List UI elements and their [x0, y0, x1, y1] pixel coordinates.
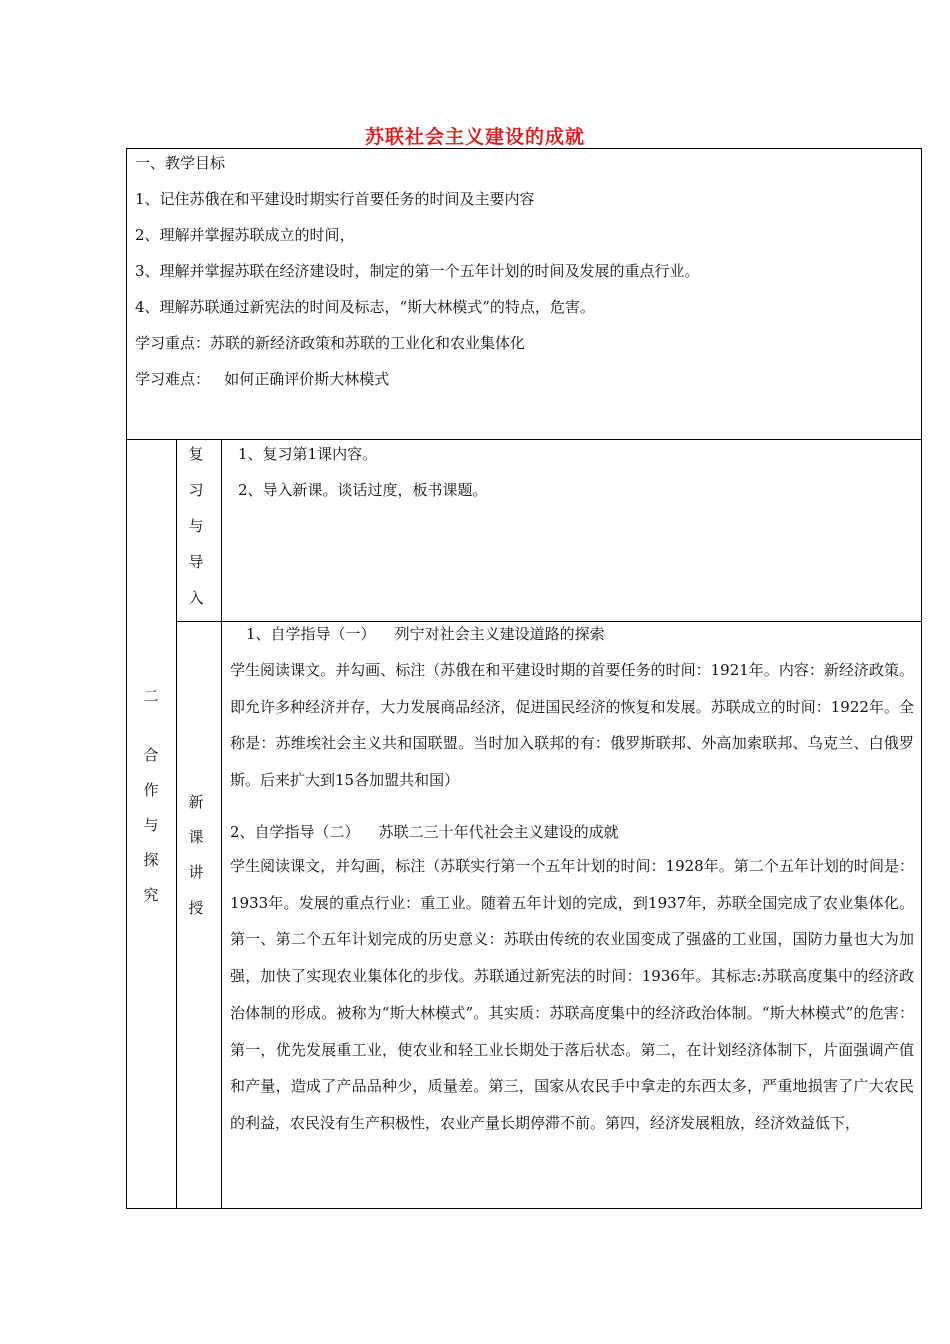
lecture-content-cell [221, 621, 922, 1209]
review-label-char: 与 [188, 517, 204, 535]
review-label-char: 复 [188, 445, 204, 463]
document-title: 苏联社会主义建设的成就 [364, 126, 585, 148]
difficulty: 学习难点： 如何正确评价斯大林模式 [135, 370, 390, 388]
objective-item: 4、理解苏联通过新宪法的时间及标志，“斯大林模式”的特点，危害。 [135, 298, 595, 316]
guide1-text: 学生阅读课文。并勾画、标注（苏俄在和平建设时期的首要任务的时间：1921年。内容：新经济政策。即允许多种经济并存，大力发展商品经济，促进国民经济的恢复和发展。苏联成立的时间：1922年。全称是：苏维埃社会主义共和国联盟。当时加入联邦的有：俄罗斯联邦、外高加索联邦、乌克兰、白俄罗斯。后来扩大到15各加盟共和国） [230, 661, 914, 790]
section2-label-cell [126, 439, 177, 1209]
review-item: 1、复习第1课内容。 [238, 445, 378, 463]
review-content-cell [221, 439, 922, 622]
section2-label-char: 合 [143, 746, 159, 764]
guide1-heading: 1、自学指导（一） 列宁对社会主义建设道路的探索 [246, 625, 605, 643]
review-label-char: 习 [188, 481, 204, 499]
guide2-text: 学生阅读课文，并勾画，标注（苏联实行第一个五年计划的时间：1928年。第二个五年计划的时间是：1933年。发展的重点行业：重工业。随着五年计划的完成，到1937年，苏联全国完成了农业集体化。第一、第二个五年计划完成的历史意义：苏联由传统的农业国变成了强盛的工业国，国防力量也大为加强，加快了实现农业集体化的步伐。苏联通过新宪法的时间：1936年。其标志:苏联高度集中的经济政治体制的形成。被称为“斯大林模式”。其实质：苏联高度集中的经济政治体制。“斯大林模式”的危害：第一，优先发展重工业，使农业和轻工业长期处于落后状态。第二，在计划经济体制下，片面强调产值和产量，造成了产品品种少，质量差。第三，国家从农民手中拿走的东西太多，严重地损害了广大农民的利益，农民没有生产积极性，农业产量长期停滞不前。第四，经济发展粗放，经济效益低下， [230, 857, 914, 1132]
objective-item: 2、理解并掌握苏联成立的时间， [135, 226, 355, 244]
guide2-heading: 2、自学指导（二） 苏联二三十年代社会主义建设的成就 [230, 823, 619, 841]
objective-item: 3、理解并掌握苏联在经济建设时，制定的第一个五年计划的时间及发展的重点行业。 [135, 262, 700, 280]
section2-label-char: 究 [143, 886, 159, 904]
objectives-section [126, 148, 922, 440]
review-label-char: 入 [188, 589, 204, 607]
objective-item: 1、记住苏俄在和平建设时期实行首要任务的时间及主要内容 [135, 190, 535, 208]
review-item: 2、导入新课。谈话过度，板书课题。 [238, 481, 488, 499]
review-label-char: 导 [188, 553, 204, 571]
objectives-heading: 一、教学目标 [135, 154, 226, 172]
section2-label-char: 探 [143, 851, 159, 869]
lecture-label-char: 课 [188, 828, 204, 846]
section2-label-char: 二 [143, 687, 159, 705]
lecture-label-cell [176, 621, 222, 1209]
lecture-label-char: 讲 [188, 863, 204, 881]
key-point: 学习重点：苏联的新经济政策和苏联的工业化和农业集体化 [135, 334, 526, 352]
section2-label-char: 与 [143, 816, 159, 834]
lecture-label-char: 授 [188, 899, 204, 917]
section2-label-char: 作 [143, 781, 159, 799]
lecture-label-char: 新 [188, 793, 204, 811]
review-label-cell [176, 439, 222, 622]
